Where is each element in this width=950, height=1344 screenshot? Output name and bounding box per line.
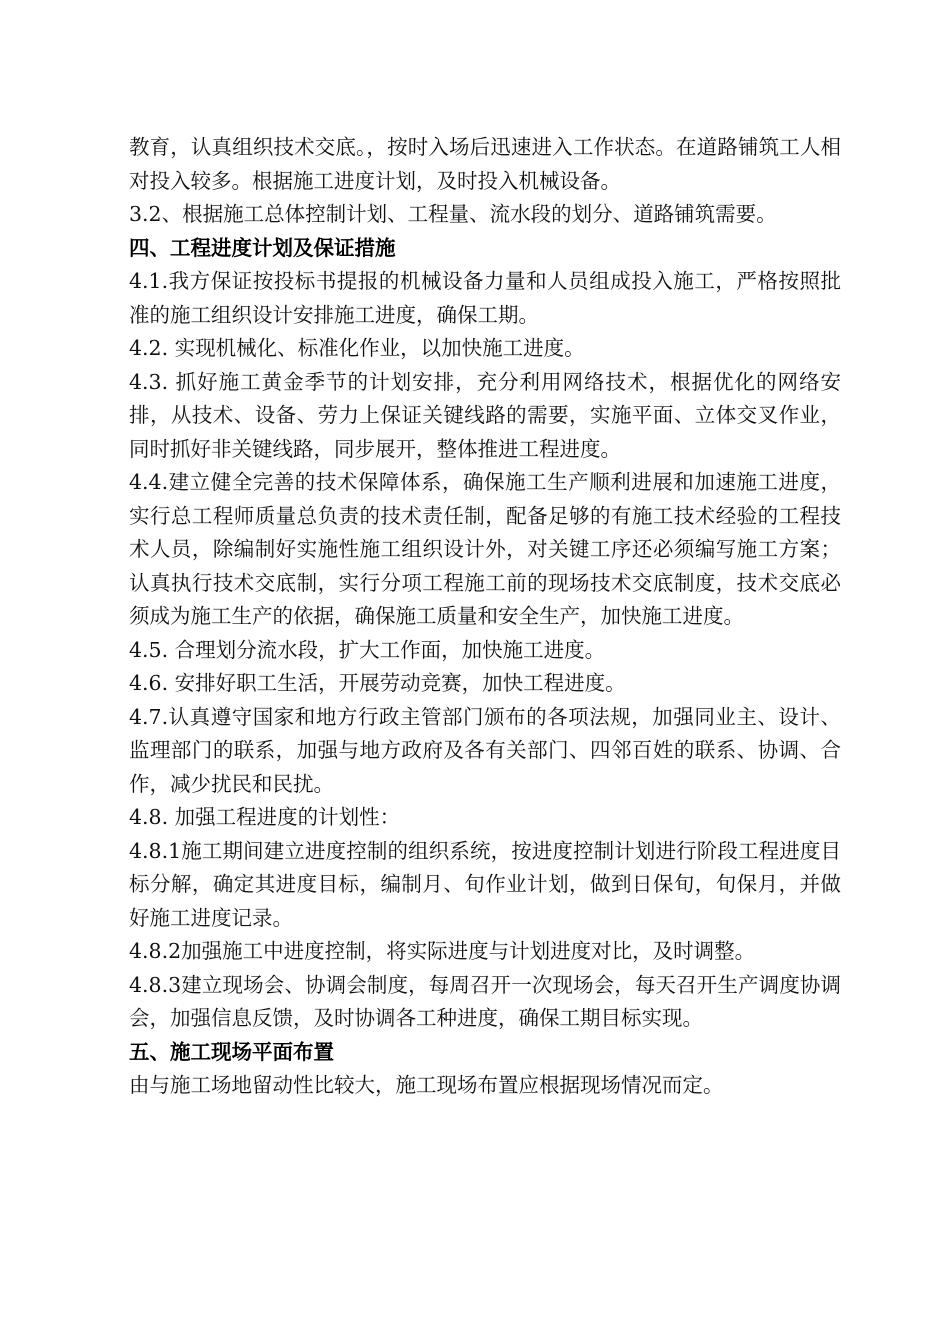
paragraph-4-3: 4.3. 抓好施工黄金季节的计划安排，充分利用网络技术，根据优化的网络安排，从技术、设备、劳力上保证关键线路的需要，实施平面、立体交叉作业，同时抓好非关键线路，同步展开，整体推进工程进度。	[129, 369, 841, 461]
paragraph-4-1: 4.1.我方保证按投标书提报的机械设备力量和人员组成投入施工，严格按照批准的施工组织设计安排施工进度，确保工期。	[129, 269, 841, 327]
paragraph-4-5: 4.5. 合理划分流水段，扩大工作面，加快施工进度。	[129, 637, 606, 662]
paragraph-4-7: 4.7.认真遵守国家和地方行政主管部门颁布的各项法规，加强同业主、设计、监理部门的联系，加强与地方政府及各有关部门、四邻百姓的联系、协调、合作，减少扰民和民扰。	[129, 704, 841, 796]
document-body	[129, 131, 841, 1103]
section-5-heading: 五、施工现场平面布置	[129, 1039, 334, 1064]
paragraph-4-2: 4.2. 实现机械化、标准化作业，以加快施工进度。	[129, 336, 585, 360]
section-4-heading: 四、工程进度计划及保证措施	[129, 235, 396, 260]
paragraph-4-8: 4.8. 加强工程进度的计划性：	[129, 805, 401, 829]
paragraph-4-8-2: 4.8.2加强施工中进度控制，将实际进度与计划进度对比，及时调整。	[129, 939, 756, 963]
paragraph-3-2: 3.2、根据施工总体控制计划、工程量、流水段的划分、道路铺筑需要。	[129, 202, 777, 226]
paragraph-4-8-1: 4.8.1施工期间建立进度控制的组织系统，按进度控制计划进行阶段工程进度目标分解，确定其进度目标，编制月、旬作业计划，做到日保旬，旬保月，并做好施工进度记录。	[129, 838, 841, 930]
paragraph-intro: 教育，认真组织技术交底。，按时入场后迅速进入工作状态。在道路铺筑工人相对投入较多。根据施工进度计划，及时投入机械设备。	[129, 135, 841, 193]
paragraph-section-5: 由与施工场地留动性比较大，施工现场布置应根据现场情况而定。	[129, 1073, 724, 1097]
paragraph-4-8-3: 4.8.3建立现场会、协调会制度，每周召开一次现场会，每天召开生产调度协调会，加强信息反馈，及时协调各工种进度，确保工期目标实现。	[129, 972, 841, 1030]
paragraph-4-4: 4.4.建立健全完善的技术保障体系，确保施工生产顺利进展和加速施工进度，实行总工程师质量总负责的技术责任制，配备足够的有施工技术经验的工程技术人员，除编制好实施性施工组织设计外，对关键工序还必须编写施工方案；认真执行技术交底制，实行分项工程施工前的现场技术交底制度，技术交底必须成为施工生产的依据，确保施工质量和安全生产，加快施工进度。	[129, 470, 841, 628]
paragraph-4-6: 4.6. 安排好职工生活，开展劳动竞赛，加快工程进度。	[129, 671, 626, 695]
